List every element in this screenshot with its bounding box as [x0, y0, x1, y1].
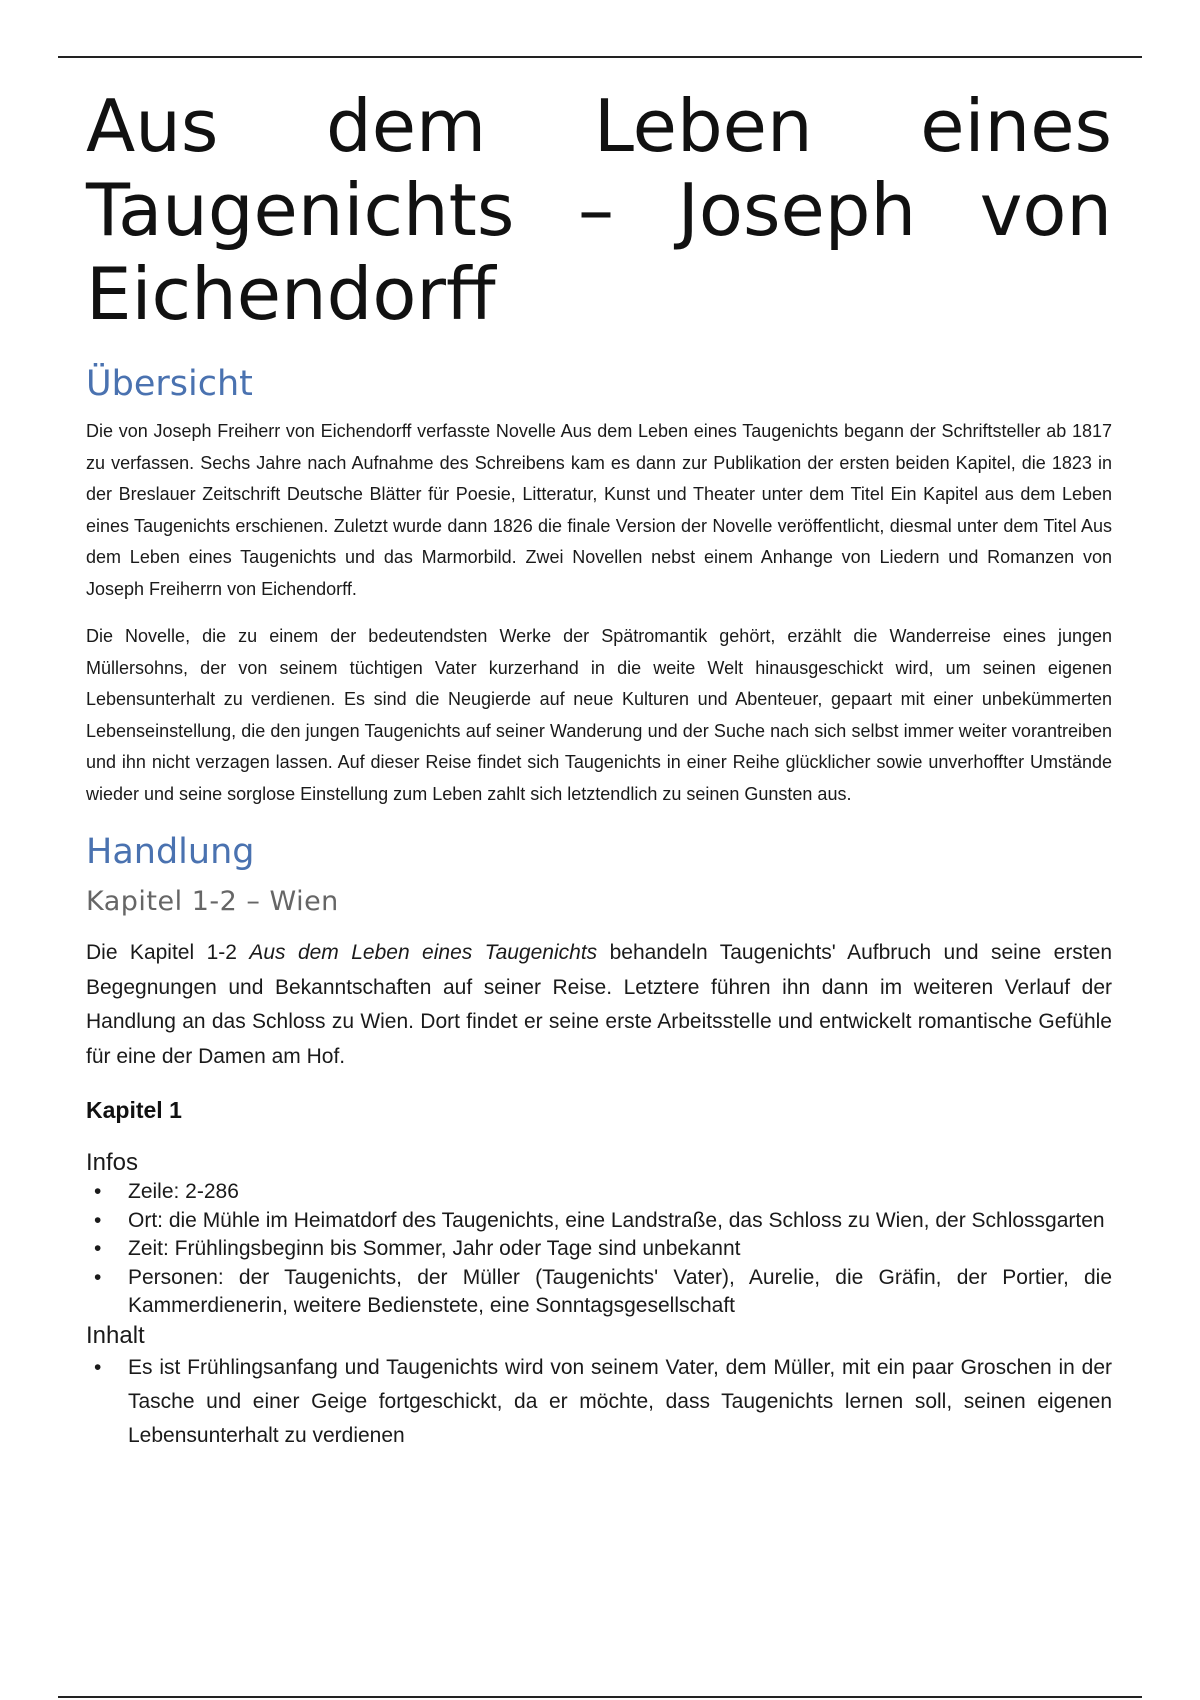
bullet-icon: • — [94, 1208, 102, 1232]
section-heading-plot: Handlung — [86, 832, 255, 872]
bullet-icon: • — [94, 1180, 102, 1203]
plot-intro-paragraph — [86, 936, 1112, 1074]
content-list — [86, 1351, 1112, 1453]
plot-intro-text-start: Die Kapitel 1-2 — [86, 941, 250, 964]
list-item-text: Es ist Frühlingsanfang und Taugenichts wird von seinem Vater, dem Müller, mit ein paar Groschen in der Tasche und einer Geige fortgeschickt, da er möchte, dass Taugenichts lernen soll, seinen eigenen Lebensunterhalt zu verdienen — [128, 1355, 1112, 1447]
footer-rule — [58, 1696, 1142, 1698]
bullet-icon: • — [94, 1355, 102, 1379]
chapter-heading: Kapitel 1 — [86, 1097, 182, 1123]
document-title: Aus dem Leben eines Taugenichts – Joseph von Eichendorff — [86, 84, 1112, 336]
bullet-icon: • — [94, 1237, 102, 1260]
list-item — [86, 1178, 1112, 1207]
document-page — [86, 84, 1112, 1453]
content-label: Inhalt — [86, 1321, 145, 1349]
plot-intro-text-end: behandeln Taugenichts' Aufbruch und seine ersten Begegnungen und Bekanntschaften auf seiner Reise. Letztere führen ihn dann im weiteren Verlauf der Handlung an das Schloss zu Wien. Dort findet er seine erste Arbeitsstelle und entwickelt romantische Gefühle für eine der Damen am Hof. — [86, 941, 1112, 1068]
subsection-heading-chapter-1-2: Kapitel 1-2 – Wien — [86, 886, 339, 917]
infos-list — [86, 1178, 1112, 1321]
list-item-text: Zeit: Frühlingsbeginn bis Sommer, Jahr oder Tage sind unbekannt — [128, 1237, 741, 1260]
infos-label: Infos — [86, 1149, 139, 1176]
list-item-text: Zeile: 2-286 — [128, 1180, 239, 1203]
header-rule — [58, 56, 1142, 58]
list-item — [86, 1235, 1112, 1264]
list-item — [86, 1264, 1112, 1321]
bullet-icon: • — [94, 1265, 102, 1289]
overview-paragraph-2: Die Novelle, die zu einem der bedeutendsten Werke der Spätromantik gehört, erzählt die Wanderreise eines jungen Müllersohns, der von seinem tüchtigen Vater kurzerhand in die weite Welt hinausgeschickt wird, um seinen eigenen Lebensunterhalt zu verdienen. Es sind die Neugierde auf neue Kulturen und Abenteuer, gepaart mit einer unbekümmerten Lebenseinstellung, die den jungen Taugenichts auf seiner Wanderung und der Suche nach sich selbst immer weiter vorantreiben und ihn nicht verzagen lassen. Auf dieser Reise findet sich Taugenichts in einer Reihe glücklicher sowie unverhoffter Umstände wieder und seine sorglose Einstellung zum Leben zahlt sich letztendlich zu seinen Gunsten aus. — [86, 626, 1112, 804]
list-item — [86, 1351, 1112, 1453]
list-item — [86, 1207, 1112, 1236]
plot-intro-work-title: Aus dem Leben eines Taugenichts — [249, 941, 598, 964]
list-item-text: Ort: die Mühle im Heimatdorf des Taugenichts, eine Landstraße, das Schloss zu Wien, der Schlossgarten — [128, 1208, 1105, 1232]
list-item-text: Personen: der Taugenichts, der Müller (Taugenichts' Vater), Aurelie, die Gräfin, der Portier, die Kammerdienerin, weitere Bedienstete, eine Sonntagsgesellschaft — [128, 1265, 1112, 1317]
overview-paragraph-1: Die von Joseph Freiherr von Eichendorff verfasste Novelle Aus dem Leben eines Taugenichts begann der Schriftsteller ab 1817 zu verfassen. Sechs Jahre nach Aufnahme des Schreibens kam es dann zur Publikation der ersten beiden Kapitel, die 1823 in der Breslauer Zeitschrift Deutsche Blätter für Poesie, Litteratur, Kunst und Theater unter dem Titel Ein Kapitel aus dem Leben eines Taugenichts erschienen. Zuletzt wurde dann 1826 die finale Version der Novelle veröffentlicht, diesmal unter dem Titel Aus dem Leben eines Taugenichts und das Marmorbild. Zwei Novellen nebst einem Anhange von Liedern und Romanzen von Joseph Freiherrn von Eichendorff. — [86, 421, 1112, 599]
section-heading-overview: Übersicht — [86, 364, 253, 404]
